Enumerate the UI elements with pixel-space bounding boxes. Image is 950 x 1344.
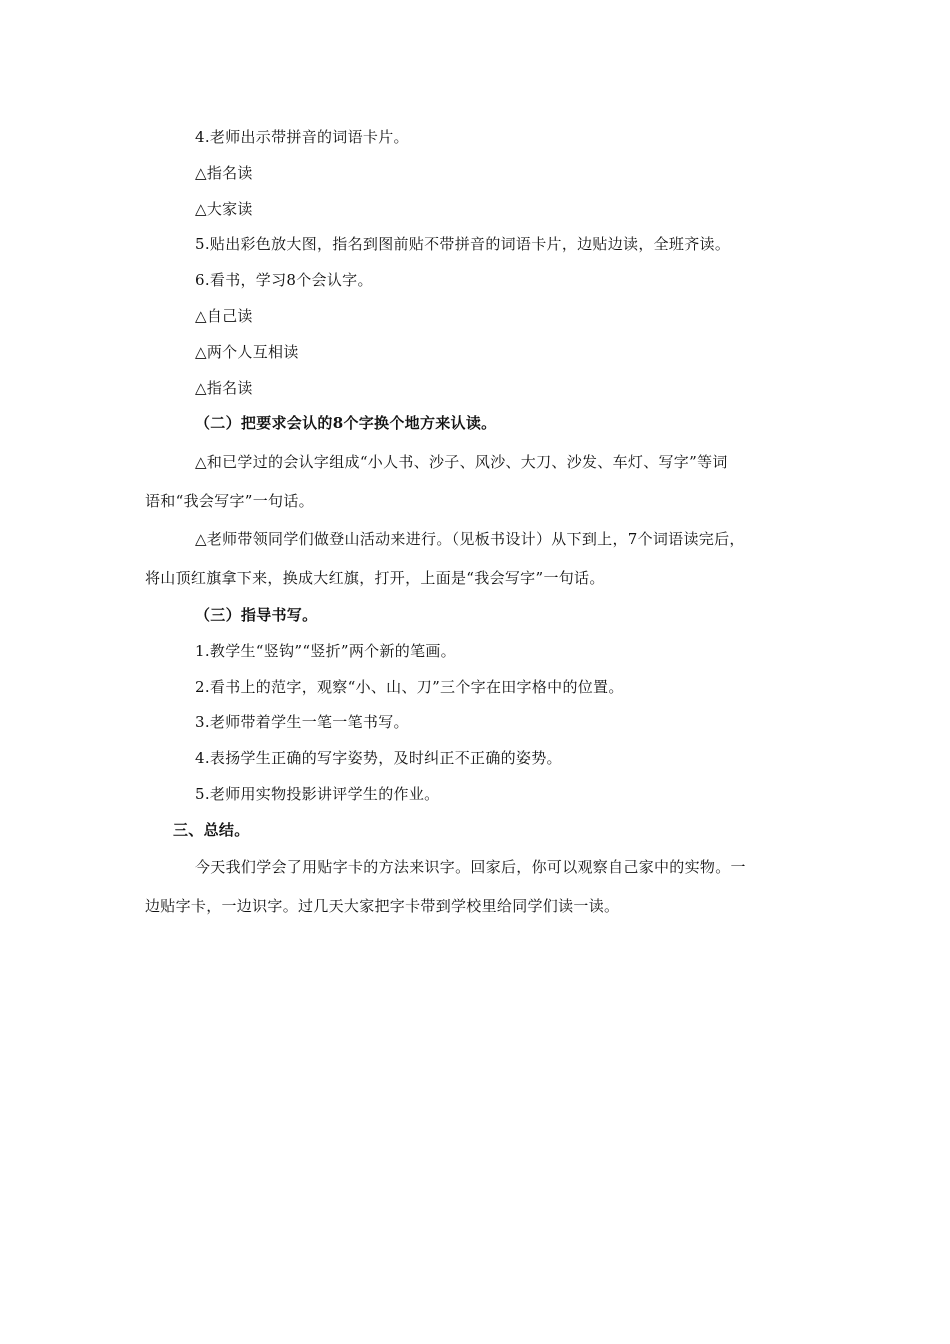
- pair-read: △两个人互相读: [195, 343, 299, 361]
- section-3-heading: （三）指导书写。: [195, 606, 318, 624]
- point-name-read-2: △指名读: [195, 379, 253, 397]
- section-3-step-2: 2.看书上的范字，观察“小、山、刀”三个字在田字格中的位置。: [195, 678, 624, 696]
- step-6-text: 6.看书，学习8个会认字。: [195, 271, 373, 289]
- section-3-step-4: 4.表扬学生正确的写字姿势，及时纠正不正确的姿势。: [195, 749, 562, 767]
- section-2-para-1-line-1: △和已学过的会认字组成“小人书、沙子、风沙、大刀、沙发、车灯、写字”等词: [195, 453, 728, 471]
- section-2-para-2-line-1: △老师带领同学们做登山活动来进行。（见板书设计）从下到上，7个词语读完后，: [195, 530, 745, 548]
- section-2-heading: （二）把要求会认的8个字换个地方来认读。: [195, 414, 497, 432]
- self-read: △自己读: [195, 307, 253, 325]
- section-2-para-2-line-2: 将山顶红旗拿下来，换成大红旗，打开，上面是“我会写字”一句话。: [145, 569, 605, 587]
- everyone-read: △大家读: [195, 200, 253, 218]
- point-name-read: △指名读: [195, 164, 253, 182]
- step-5-text: 5.贴出彩色放大图，指名到图前贴不带拼音的词语卡片，边贴边读，全班齐读。: [195, 235, 731, 253]
- summary-para-line-1: 今天我们学会了用贴字卡的方法来识字。回家后，你可以观察自己家中的实物。一: [195, 858, 746, 876]
- section-3-step-5: 5.老师用实物投影讲评学生的作业。: [195, 785, 440, 803]
- step-4-text: 4.老师出示带拼音的词语卡片。: [195, 128, 409, 146]
- summary-para-line-2: 边贴字卡，一边识字。过几天大家把字卡带到学校里给同学们读一读。: [145, 897, 620, 915]
- section-2-para-1-line-2: 语和“我会写字”一句话。: [145, 492, 314, 510]
- summary-heading: 三、总结。: [173, 821, 250, 839]
- section-3-step-3: 3.老师带着学生一笔一笔书写。: [195, 713, 409, 731]
- section-3-step-1: 1.教学生“竖钩”“竖折”两个新的笔画。: [195, 642, 456, 660]
